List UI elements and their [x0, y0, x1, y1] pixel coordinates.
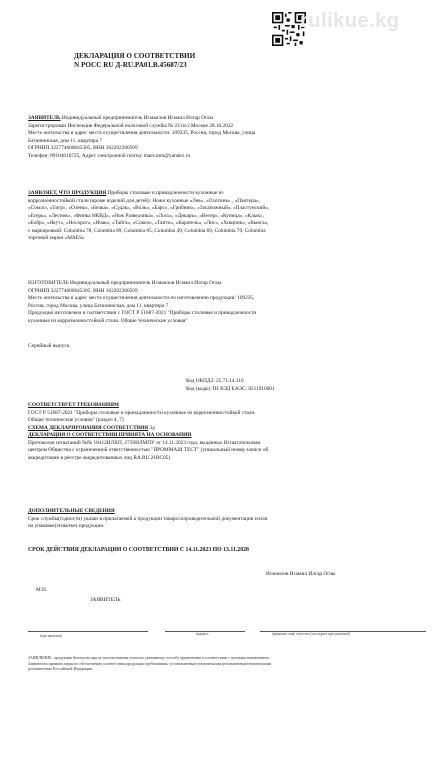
- applicant-ogrnip: ОГРНИП 322774600645305, ИНН 362202260509: [28, 145, 138, 151]
- applicant-contacts: Телефон: 89104010725, Адрес электронной почты: maes.mm@yandex.ru: [28, 152, 191, 159]
- product-section: [28, 190, 426, 243]
- footer-line-1: ЗАЯВЛЕНИЕ: продукция безопасна при ее использовании согласно указанному способу применения в соответствии с целевым назначением.: [28, 655, 270, 660]
- stamp-place: М.П.: [36, 587, 48, 593]
- scheme-label: СХЕМА ДЕКЛАРИРОВАНИЯ СООТВЕТСТВИЯ: [28, 424, 149, 431]
- tnved-code: Код (коды) ТН ВЭД ЕАЭС: 8211910001: [186, 385, 275, 392]
- applicant-address: Место жительства и адрес места осуществления деятельности: 109235, Россия, город Москва, улица: [28, 130, 256, 136]
- manufacturer-address: Место жительства и адрес места осуществления деятельности по изготовлению продукции: 109235,: [28, 295, 255, 301]
- applicant-address-cont: Батюнинская, дом 11, квартира 7: [28, 137, 103, 144]
- additional-section: [28, 508, 426, 531]
- product-line-6: с маркировкой: Columbia 78, Columbia 89, Columbia 85, Columbia 49, Columbia 69, Columbia 70, Columbia: [28, 227, 266, 234]
- codes-section: [186, 378, 426, 393]
- validity-period: СРОК ДЕЙСТВИЯ ДЕКЛАРАЦИИ О СООТВЕТСТВИИ С 14.11.2023 ПО 13.11.2028: [28, 547, 249, 553]
- position-caption: (при наличии): [40, 634, 62, 638]
- requirements-line-1: ГОСТ Р 51687-2021 "Приборы столовые и принадлежности кухонные из коррозионностойкой стали.: [28, 409, 256, 416]
- signature-caption: подпись: [196, 632, 209, 636]
- position-line: [28, 631, 148, 632]
- requirements-label: СООТВЕТСТВУЕТ ТРЕБОВАНИЯМ: [28, 402, 119, 408]
- okpd-code: Код ОКПД2: 25.71.14.110: [186, 378, 244, 384]
- watermark: rulikue.kg: [300, 10, 400, 32]
- basis-line-3: аккредитации в реестре аккредитованных лиц RA.RU.21BC05): [28, 454, 171, 461]
- scheme-value: 3д: [148, 424, 155, 431]
- footer-line-3: регламентами Российской Федерации.: [28, 666, 94, 672]
- manufacturer-name: ИЗГОТОВИТЕЛЬ Индивидуальный предприниматель Исмаилов Исмаил Илгар Оглы: [28, 280, 222, 286]
- manufacturer-standard-cont: кухонные из коррозионностойкой стали. Общие технические условия": [28, 317, 188, 324]
- product-line-1: Приборы столовые и принадлежности кухонные из: [106, 190, 224, 196]
- additional-line-1: Срок службы(годности) указан в прилагаемой к продукции товаросопроводительной документации и/или: [28, 515, 268, 522]
- applicant-registration: Зарегистрирован Инспекция Федеральной налоговой службы № 23 по г.Москве 28.10.2022: [28, 122, 234, 129]
- manufacturer-ogrnip: ОГРНИП 322774600645305, ИНН 362202260509: [28, 287, 138, 294]
- signatory-name: Исмаилов Исмаил Илгар Оглы: [266, 571, 336, 577]
- requirements-section: [28, 402, 426, 462]
- basis-label: ДЕКЛАРАЦИЯ О СООТВЕТСТВИИ ПРИНЯТА НА ОСНОВАНИИ: [28, 432, 192, 438]
- footer-statement: [28, 655, 426, 672]
- serial-production: Серийный выпуск: [28, 343, 70, 349]
- manufacturer-address-cont: Россия, город Москва, улица Батюнинская, дом 11, квартира 7: [28, 302, 169, 309]
- basis-line-1: Протоколов испытаний №№ 18412ИЛХП, 2739ИЛМПУ от 14.11.2023 года, выданных Испытательным: [28, 439, 261, 446]
- signature-applicant-label: ЗАЯВИТЕЛЬ: [90, 597, 121, 603]
- product-label: ЗАЯВЛЯЕТ, ЧТО ПРОДУКЦИЯ: [28, 190, 107, 196]
- product-line-2: коррозионностойкой стали (кроме изделий для детей): Ножи кухонные «Лев», «Охотник» , «Пантера»,: [28, 197, 260, 204]
- applicant-section: [28, 115, 426, 160]
- title-line-1: ДЕКЛАРАЦИЯ О СООТВЕТСТВИИ: [74, 52, 196, 60]
- requirements-line-2: Общие технические условия" (раздел 4, 7): [28, 417, 124, 423]
- product-line-4: «Егерь», «Лесник», «Финка НКВД», «Нож Разведчика», «Лось», «Дикарь», «Ветер», «Куница», «Клык»,: [28, 212, 264, 219]
- title-number: N РОСС RU Д-RU.PA01.B.45687/23: [74, 61, 187, 69]
- additional-label: ДОПОЛНИТЕЛЬНЫЕ СВЕДЕНИЯ: [28, 508, 115, 514]
- product-line-3: «Сокол», «Тигр», «Олень», «Белка», «Судак», «Волк», «Барс», «Грибник», «Засапожный», «Пластунский»,: [28, 205, 270, 211]
- applicant-name: Индивидуальный предприниматель Исмаилов Исмаил Илгар Оглы: [60, 115, 214, 121]
- footer-line-2: Заявителем приняты меры по обеспечению соответствия продукции требованиям, установленным техническими регламентами/техническими: [28, 660, 272, 666]
- name-caption: (фамилия, имя, отчество (последнее при наличии)): [272, 632, 351, 636]
- additional-line-2: на упаковке(этикетке) продукции.: [28, 523, 105, 529]
- product-line-7: торговой марки «MAES»: [28, 235, 85, 241]
- manufacturer-section: [28, 280, 426, 325]
- applicant-label: ЗАЯВИТЕЛЬ: [28, 115, 61, 121]
- manufacturer-standard: Продукция изготовлена в соответствии с ГОСТ Р 51687-2021 "Приборы столовые и принадлежности: [28, 310, 257, 316]
- basis-line-2: центром Общества с ограниченной ответственностью "ПРОММАШ ТЕСТ" (уникальный номер записи об: [28, 447, 269, 453]
- document-title: [74, 52, 195, 70]
- product-line-5: «Бобр», «Якут», «Носорог», «Ячак», «Тайга», «Сокол», «Танто», «Каратель», «Лис», «Хищник», «Вьюга»,: [28, 220, 269, 226]
